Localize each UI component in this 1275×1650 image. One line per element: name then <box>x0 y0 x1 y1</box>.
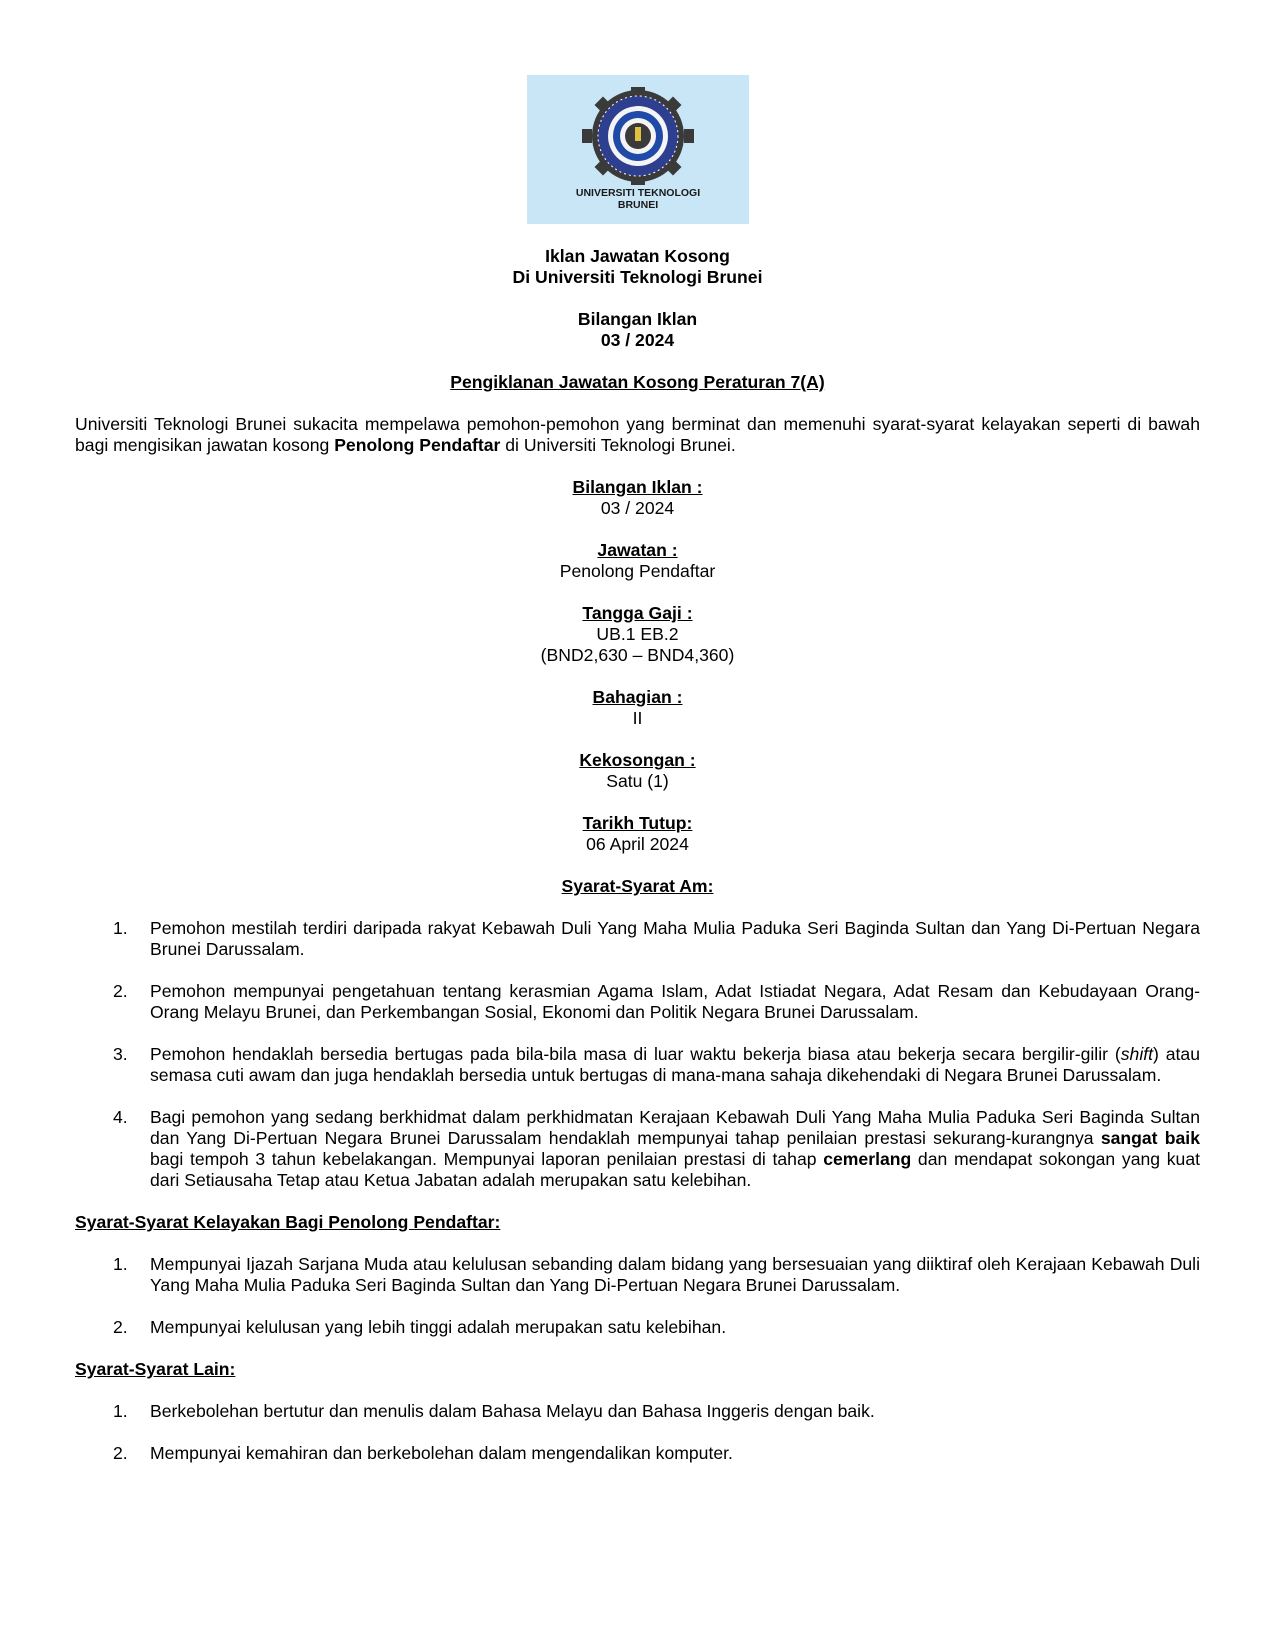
list-number: 2. <box>113 981 128 1001</box>
general-requirements-heading: Syarat-Syarat Am: <box>561 876 714 896</box>
detail-vacancies <box>75 750 1200 792</box>
list-text: Pemohon hendaklah bersedia bertugas pada bila-bila masa di luar waktu bekerja biasa atau bekerja secara bergilir-gilir ( <box>150 1044 1121 1064</box>
list-text: Mempunyai kemahiran dan berkebolehan dalam mengendalikan komputer. <box>150 1443 733 1463</box>
list-item <box>75 981 1200 1023</box>
list-item <box>75 918 1200 960</box>
list-number: 2. <box>113 1317 128 1337</box>
list-item <box>75 1107 1200 1191</box>
qualifications-heading: Syarat-Syarat Kelayakan Bagi Penolong Pendaftar: <box>75 1212 501 1232</box>
detail-label: Jawatan : <box>597 540 678 560</box>
detail-value: II <box>632 708 643 728</box>
detail-value: UB.1 EB.2 <box>596 624 679 644</box>
list-number: 1. <box>113 918 128 938</box>
ad-subtitle: Di Universiti Teknologi Brunei <box>512 267 763 287</box>
list-text-bold: cemerlang <box>823 1149 912 1169</box>
other-requirements-list <box>75 1401 1200 1464</box>
detail-label: Tangga Gaji : <box>582 603 693 623</box>
detail-ad-number <box>75 477 1200 519</box>
list-text: Pemohon mempunyai pengetahuan tentang kerasmian Agama Islam, Adat Istiadat Negara, Adat Resam dan Kebudayaan Orang-Orang Melayu Brunei, dan Perkembangan Sosial, Ekonomi dan Politik Negara Brunei Darussalam. <box>150 981 1200 1022</box>
list-text: Mempunyai Ijazah Sarjana Muda atau kelulusan sebanding dalam bidang yang bersesuaian yang diiktiraf oleh Kerajaan Kebawah Duli Yang Maha Mulia Paduka Seri Baginda Sultan dan Yang Di-Pertuan Negara Brunei Darussalam. <box>150 1254 1200 1295</box>
list-text: Bagi pemohon yang sedang berkhidmat dalam perkhidmatan Kerajaan Kebawah Duli Yang Maha Mulia Paduka Seri Baginda Sultan dan Yang Di-Pertuan Negara Brunei Darussalam hendaklah mempunyai tahap penilaian prestasi sekurang-kurangnya <box>150 1107 1200 1148</box>
list-item <box>75 1317 1200 1338</box>
list-item <box>75 1044 1200 1086</box>
list-text-bold: sangat baik <box>1100 1128 1200 1148</box>
detail-closing-date <box>75 813 1200 855</box>
detail-position <box>75 540 1200 582</box>
intro-text-2: di Universiti Teknologi Brunei. <box>500 435 736 455</box>
other-requirements-heading: Syarat-Syarat Lain: <box>75 1359 236 1379</box>
list-number: 1. <box>113 1254 128 1274</box>
list-item <box>75 1443 1200 1464</box>
list-item <box>75 1254 1200 1296</box>
intro-paragraph <box>75 414 1200 456</box>
detail-value: 03 / 2024 <box>600 498 675 518</box>
detail-value: 06 April 2024 <box>586 834 689 854</box>
list-text: Pemohon mestilah terdiri daripada rakyat Kebawah Duli Yang Maha Mulia Paduka Seri Baginda Sultan dan Yang Di-Pertuan Negara Brunei Darussalam. <box>150 918 1200 959</box>
list-text-italic: shift <box>1120 1044 1154 1064</box>
detail-value: Penolong Pendaftar <box>559 561 716 581</box>
detail-division <box>75 687 1200 729</box>
logo-text-line2: BRUNEI <box>617 199 659 211</box>
detail-label: Bilangan Iklan : <box>572 477 703 497</box>
list-number: 2. <box>113 1443 128 1463</box>
document-body <box>75 246 1200 1485</box>
intro-position-name: Penolong Pendaftar <box>334 435 501 455</box>
regulation-heading: Pengiklanan Jawatan Kosong Peraturan 7(A) <box>450 372 825 392</box>
detail-salary-scale <box>75 603 1200 666</box>
university-logo <box>527 75 749 224</box>
list-item <box>75 1401 1200 1422</box>
list-number: 4. <box>113 1107 128 1127</box>
detail-value-range: (BND2,630 – BND4,360) <box>540 645 735 665</box>
list-text: dan mendapat sokongan yang kuat dari Setiausaha Tetap atau Ketua Jabatan adalah merupakan satu kelebihan. <box>150 1149 1201 1190</box>
detail-label: Bahagian : <box>592 687 683 707</box>
ad-title: Iklan Jawatan Kosong <box>545 246 730 266</box>
ad-number: 03 / 2024 <box>600 330 675 350</box>
detail-label: Kekosongan : <box>579 750 696 770</box>
ad-number-label: Bilangan Iklan <box>577 309 698 329</box>
intro-text-1: Universiti Teknologi Brunei sukacita mempelawa pemohon-pemohon yang berminat dan memenuhi syarat-syarat kelayakan seperti di bawah bagi mengisikan jawatan kosong <box>75 414 1200 455</box>
list-text: bagi tempoh 3 tahun kebelakangan. Mempunyai laporan penilaian prestasi di tahap <box>150 1149 824 1169</box>
list-number: 3. <box>113 1044 128 1064</box>
detail-value: Satu (1) <box>606 771 669 791</box>
list-text: ) atau semasa cuti awam dan juga hendaklah bersedia untuk bertugas di mana-mana sahaja dikehendaki di Negara Brunei Darussalam. <box>150 1044 1200 1085</box>
list-number: 1. <box>113 1401 128 1421</box>
detail-label: Tarikh Tutup: <box>582 813 693 833</box>
general-requirements-list <box>75 918 1200 1191</box>
logo-text-line1: UNIVERSITI TEKNOLOGI <box>575 187 701 199</box>
list-text: Berkebolehan bertutur dan menulis dalam Bahasa Melayu dan Bahasa Inggeris dengan baik. <box>150 1401 875 1421</box>
list-text: Mempunyai kelulusan yang lebih tinggi adalah merupakan satu kelebihan. <box>150 1317 727 1337</box>
qualifications-list <box>75 1254 1200 1338</box>
